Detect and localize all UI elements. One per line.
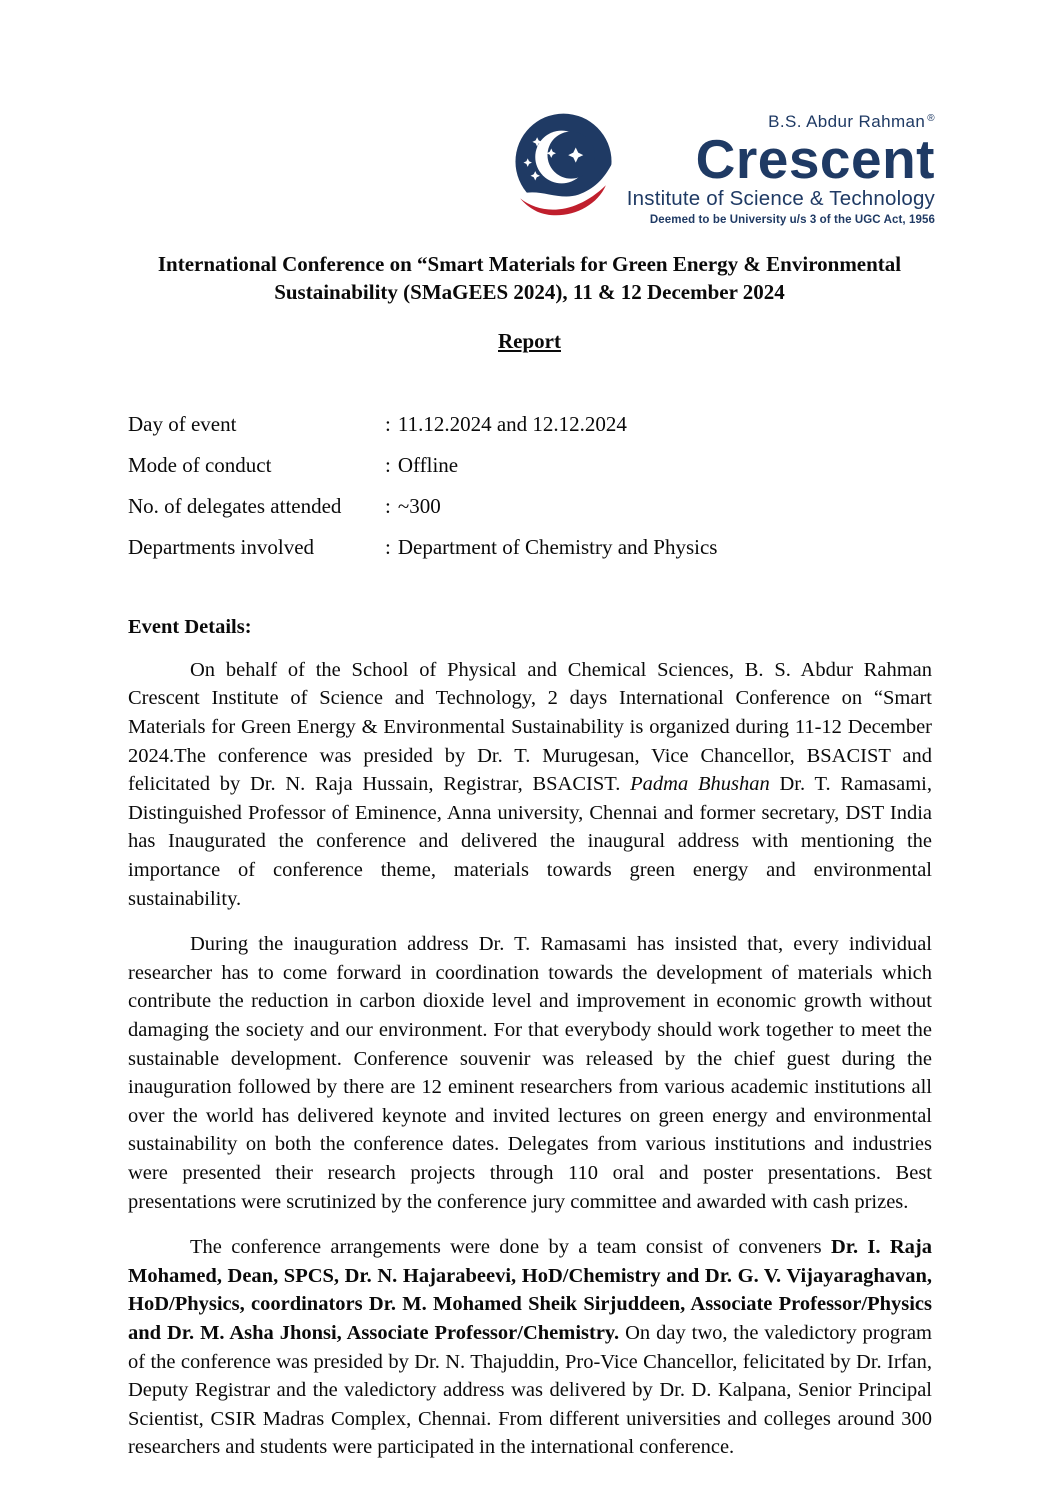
detail-colon: : <box>385 452 391 477</box>
detail-row-day-of-event <box>128 411 1059 437</box>
detail-colon: : <box>385 411 391 436</box>
detail-label: Departments involved <box>128 534 315 559</box>
logo-brand-name: Crescent <box>695 128 935 190</box>
logo-row <box>0 0 1059 226</box>
institution-logo <box>507 108 935 226</box>
conference-title: International Conference on “Smart Materials for Green Energy & Environmental Sustainability (SMaGEES 2024), 11 & 12 December 2024 <box>157 252 902 304</box>
detail-row-delegates-attended <box>128 493 1059 519</box>
text-run: Padma Bhushan <box>630 773 770 796</box>
event-paragraph-inauguration <box>128 656 932 913</box>
detail-value: ~300 <box>397 493 441 518</box>
detail-row-mode-of-conduct <box>128 452 1059 478</box>
text-run: Dr. I. Raja Mohamed, Dean, SPCS, Dr. N. Hajarabeevi, HoD/Chemistry and Dr. G. V. Vijayaraghavan, HoD/Physics, coordinators Dr. M. Mohamed Sheik Sirjuddeen, Associate Professor/Physics and Dr. M. Asha Jhonsi, Associate Professor/Chemistry. <box>128 1236 932 1344</box>
text-run: During the inauguration address Dr. T. Ramasami has insisted that, every individual researcher has to come forward in coordination towards the development of materials which contribute the reduction in carbon dioxide level and improvement in economic growth without damaging the society and our environment. For that everybody should work together to meet the sustainable development. Conference souvenir was released by the chief guest during the inauguration followed by there are 12 eminent researchers from various academic institutions all over the world has delivered keynote and invited lectures on green energy and environmental sustainability on both the conference dates. Delegates from various institutions and industries were presented their research projects through 110 oral and poster presentations. Best presentations were scrutinized by the conference jury committee and awarded with cash prizes. <box>128 933 932 1213</box>
detail-value: Offline <box>397 452 459 477</box>
detail-value: Department of Chemistry and Physics <box>397 534 718 559</box>
detail-colon: : <box>385 534 391 559</box>
event-summary-list <box>128 411 1059 560</box>
event-paragraph-keynotes <box>128 930 932 1216</box>
detail-colon: : <box>385 493 391 518</box>
text-run: The conference arrangements were done by a team consist of conveners <box>190 1236 831 1259</box>
text-run: On behalf of the School of Physical and Chemical Sciences, B. S. Abdur Rahman Crescent Institute of Science and Technology, 2 days International Conference on “Smart Materials for Green Energy & Environmental Sustainability is organized during 11-12 December 2024.The conference was presided by Dr. T. Murugesan, Vice Chancellor, BSACIST and felicitated by Dr. N. Raja Hussain, Registrar, BSACIST. <box>128 658 932 796</box>
event-paragraph-organizers <box>128 1233 932 1462</box>
text-run: On day two, the valedictory program of the conference was presided by Dr. N. Thajuddin, Pro-Vice Chancellor, felicitated by Dr. Irfan, Deputy Registrar and the valedictory address was delivered by Dr. D. Kalpana, Senior Principal Scientist, CSIR Madras Complex, Chennai. From different universities and colleges around 300 researchers and students were participated in the international conference. <box>128 1321 932 1459</box>
event-details-heading: Event Details: <box>128 615 252 638</box>
report-heading: Report <box>498 328 561 353</box>
detail-value: 11.12.2024 and 12.12.2024 <box>397 411 627 436</box>
detail-label: Mode of conduct <box>128 452 272 477</box>
text-run: Dr. T. Ramasami, Distinguished Professor of Eminence, Anna university, Chennai and former secretary, DST India has Inaugurated the conference and delivered the inaugural address with mentioning the importance of conference theme, materials towards green energy and environmental sustainability. <box>128 773 932 910</box>
logo-tagline: Deemed to be University u/s 3 of the UGC Act, 1956 <box>649 214 935 227</box>
logo-brand-pre: B.S. Abdur Rahman ® <box>768 112 935 131</box>
logo-wordmark <box>627 108 935 226</box>
logo-institute-line: Institute of Science & Technology <box>626 187 935 211</box>
registered-trademark-icon: ® <box>927 113 935 124</box>
crescent-moon-stars-emblem-icon <box>507 108 620 221</box>
detail-label: Day of event <box>128 411 237 436</box>
detail-label: No. of delegates attended <box>128 493 342 518</box>
detail-row-departments-involved <box>128 534 1059 560</box>
